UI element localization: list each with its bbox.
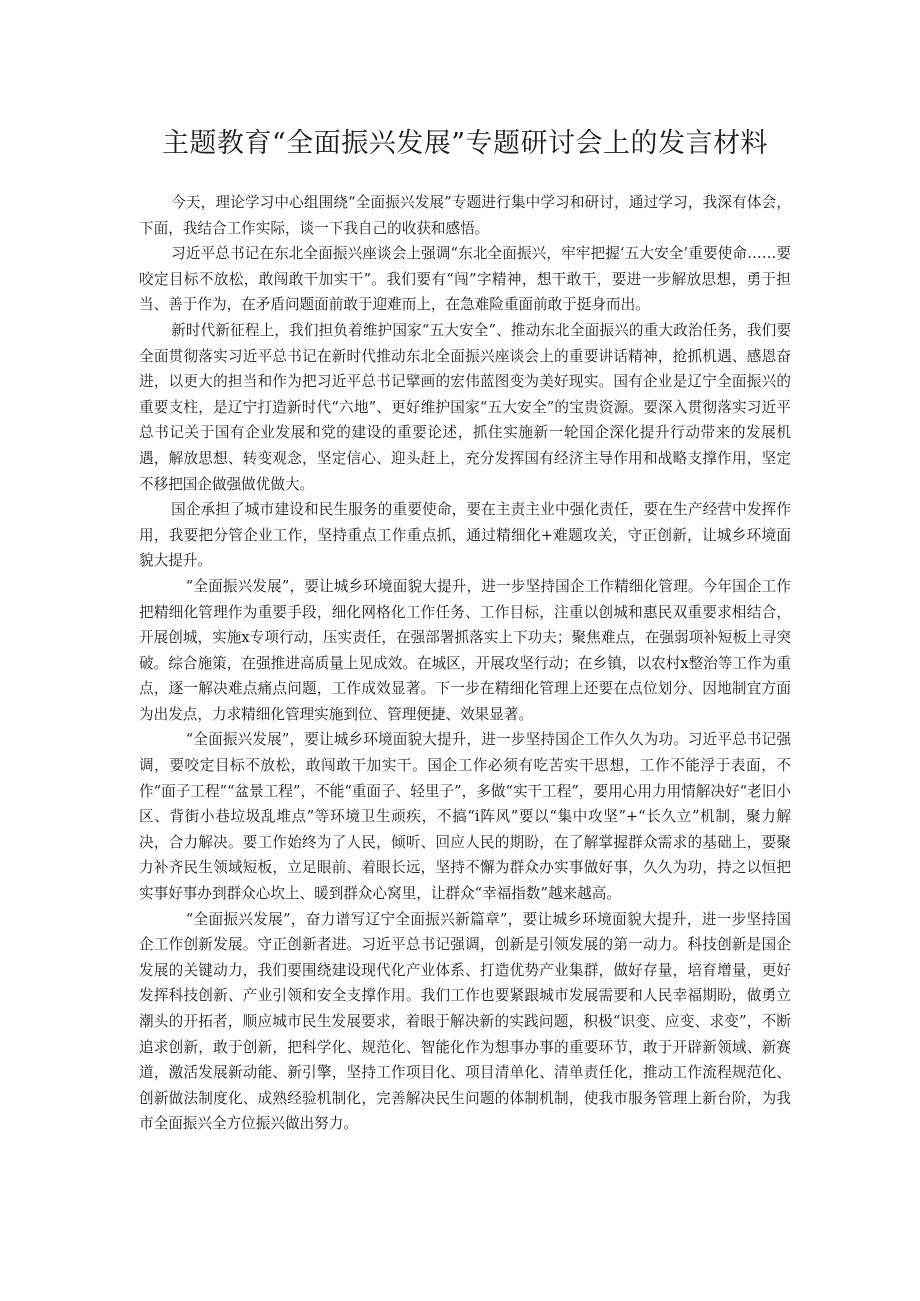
paragraph: 新时代新征程上，我们担负着维护国家“五大安全”、推动东北全面振兴的重大政治任务，我们要全面贯彻落实习近平总书记在新时代推动东北全面振兴座谈会上的重要讲话精神，抢抓机遇、感恩奋进，以更大的担当和作为把习近平总书记擘画的宏伟蓝图变为美好现实。国有企业是辽宁全面振兴的重要支柱，是辽宁打造新时代“六地”、更好维护国家“五大安全”的宝贵资源。要深入贯彻落实习近平总书记关于国有企业发展和党的建设的重要论述，抓住实施新一轮国企深化提升行动带来的发展机遇，解放思想、转变观念，坚定信心、迎头赶上，充分发挥国有经济主导作用和战略支撑作用，坚定不移把国企做强做优做大。 bbox=[139, 321, 791, 493]
paragraph: “全面振兴发展”，要让城乡环境面貌大提升，进一步坚持国企工作精细化管理。今年国企工作把精细化管理作为重要手段，细化网格化工作任务、工作目标，注重以创城和惠民双重要求相结合，开展创城，实施x专项行动，压实责任，在强部署抓落实上下功夫；聚焦难点，在强弱项补短板上寻突破。综合施策，在强推进高质量上见成效。在城区，开展攻坚行动；在乡镇，以农村x整治等工作为重点，逐一解决难点痛点问题，工作成效显著。下一步在精细化管理上还要在点位划分、因地制宜方面为出发点，力求精细化管理实施到位、管理便捷、效果显著。 bbox=[139, 577, 791, 723]
paragraph: 国企承担了城市建设和民生服务的重要使命，要在主责主业中强化责任，要在生产经营中发挥作用，我要把分管企业工作，坚持重点工作重点抓，通过精细化+难题攻关，守正创新，让城乡环境面貌大提升。 bbox=[139, 501, 791, 570]
paragraph: 今天，理论学习中心组围绕“全面振兴发展”专题进行集中学习和研讨，通过学习，我深有体会，下面，我结合工作实际，谈一下我自己的收获和感悟。 bbox=[139, 194, 791, 237]
paragraph: “全面振兴发展”，奋力谱写辽宁全面振兴新篇章”，要让城乡环境面貌大提升，进一步坚持国企工作创新发展。守正创新者进。习近平总书记强调，创新是引领发展的第一动力。科技创新是国企发展的关键动力，我们要围绕建设现代化产业体系、打造优势产业集群，做好存量，培育增量，更好发挥科技创新、产业引领和安全支撑作用。我们工作也要紧跟城市发展需要和人民幸福期盼，做勇立潮头的开拓者，顺应城市民生发展要求，着眼于解决新的实践问题，积极“识变、应变、求变”，不断追求创新，敢于创新，把科学化、规范化、智能化作为想事办事的重要环节，敢于开辟新领域、新赛道，激活发展新动能、新引擎，坚持工作项目化、项目清单化、清单责任化，推动工作流程规范化、创新做法制度化、成熟经验机制化，完善解决民生问题的体制机制，使我市服务管理上新台阶，为我市全面振兴全方位振兴做出努力。 bbox=[139, 910, 791, 1133]
document-body bbox=[139, 190, 791, 1137]
document-page bbox=[139, 122, 791, 1137]
paragraph: “全面振兴发展”，要让城乡环境面貌大提升，进一步坚持国企工作久久为功。习近平总书记强调，要咬定目标不放松，敢闯敢干加实干。国企工作必须有吃苦实干思想，工作不能浮于表面，不作“面子工程”“盆景工程”，不能“重面子、轻里子”，多做“实干工程”，要用心用力用情解决好“老旧小区、背街小巷垃圾乱堆点”等环境卫生顽疾，不搞“i阵风”要以“集中攻坚”+“长久立”机制，聚力解决，合力解决。要工作始终为了人民，倾听、回应人民的期盼，在了解掌握群众需求的基础上，要聚力补齐民生领域短板，立足眼前、着眼长远，坚持不懈为群众办实事做好事，久久为功，持之以恒把实事好事办到群众心坎上、暖到群众心窝里，让群众“幸福指数”越来越高。 bbox=[139, 731, 791, 903]
paragraph: 习近平总书记在东北全面振兴座谈会上强调“东北全面振兴，牢牢把握‘五大安全’重要使命……要咬定目标不放松，敢闯敢干加实干”。我们要有“闯”字精神，想干敢干，要进一步解放思想，勇于担当、善于作为，在矛盾问题面前敢于迎难而上，在急难险重面前敢于挺身而出。 bbox=[139, 245, 791, 314]
document-title: 主题教育“全面振兴发展”专题研讨会上的发言材料 bbox=[161, 128, 769, 159]
